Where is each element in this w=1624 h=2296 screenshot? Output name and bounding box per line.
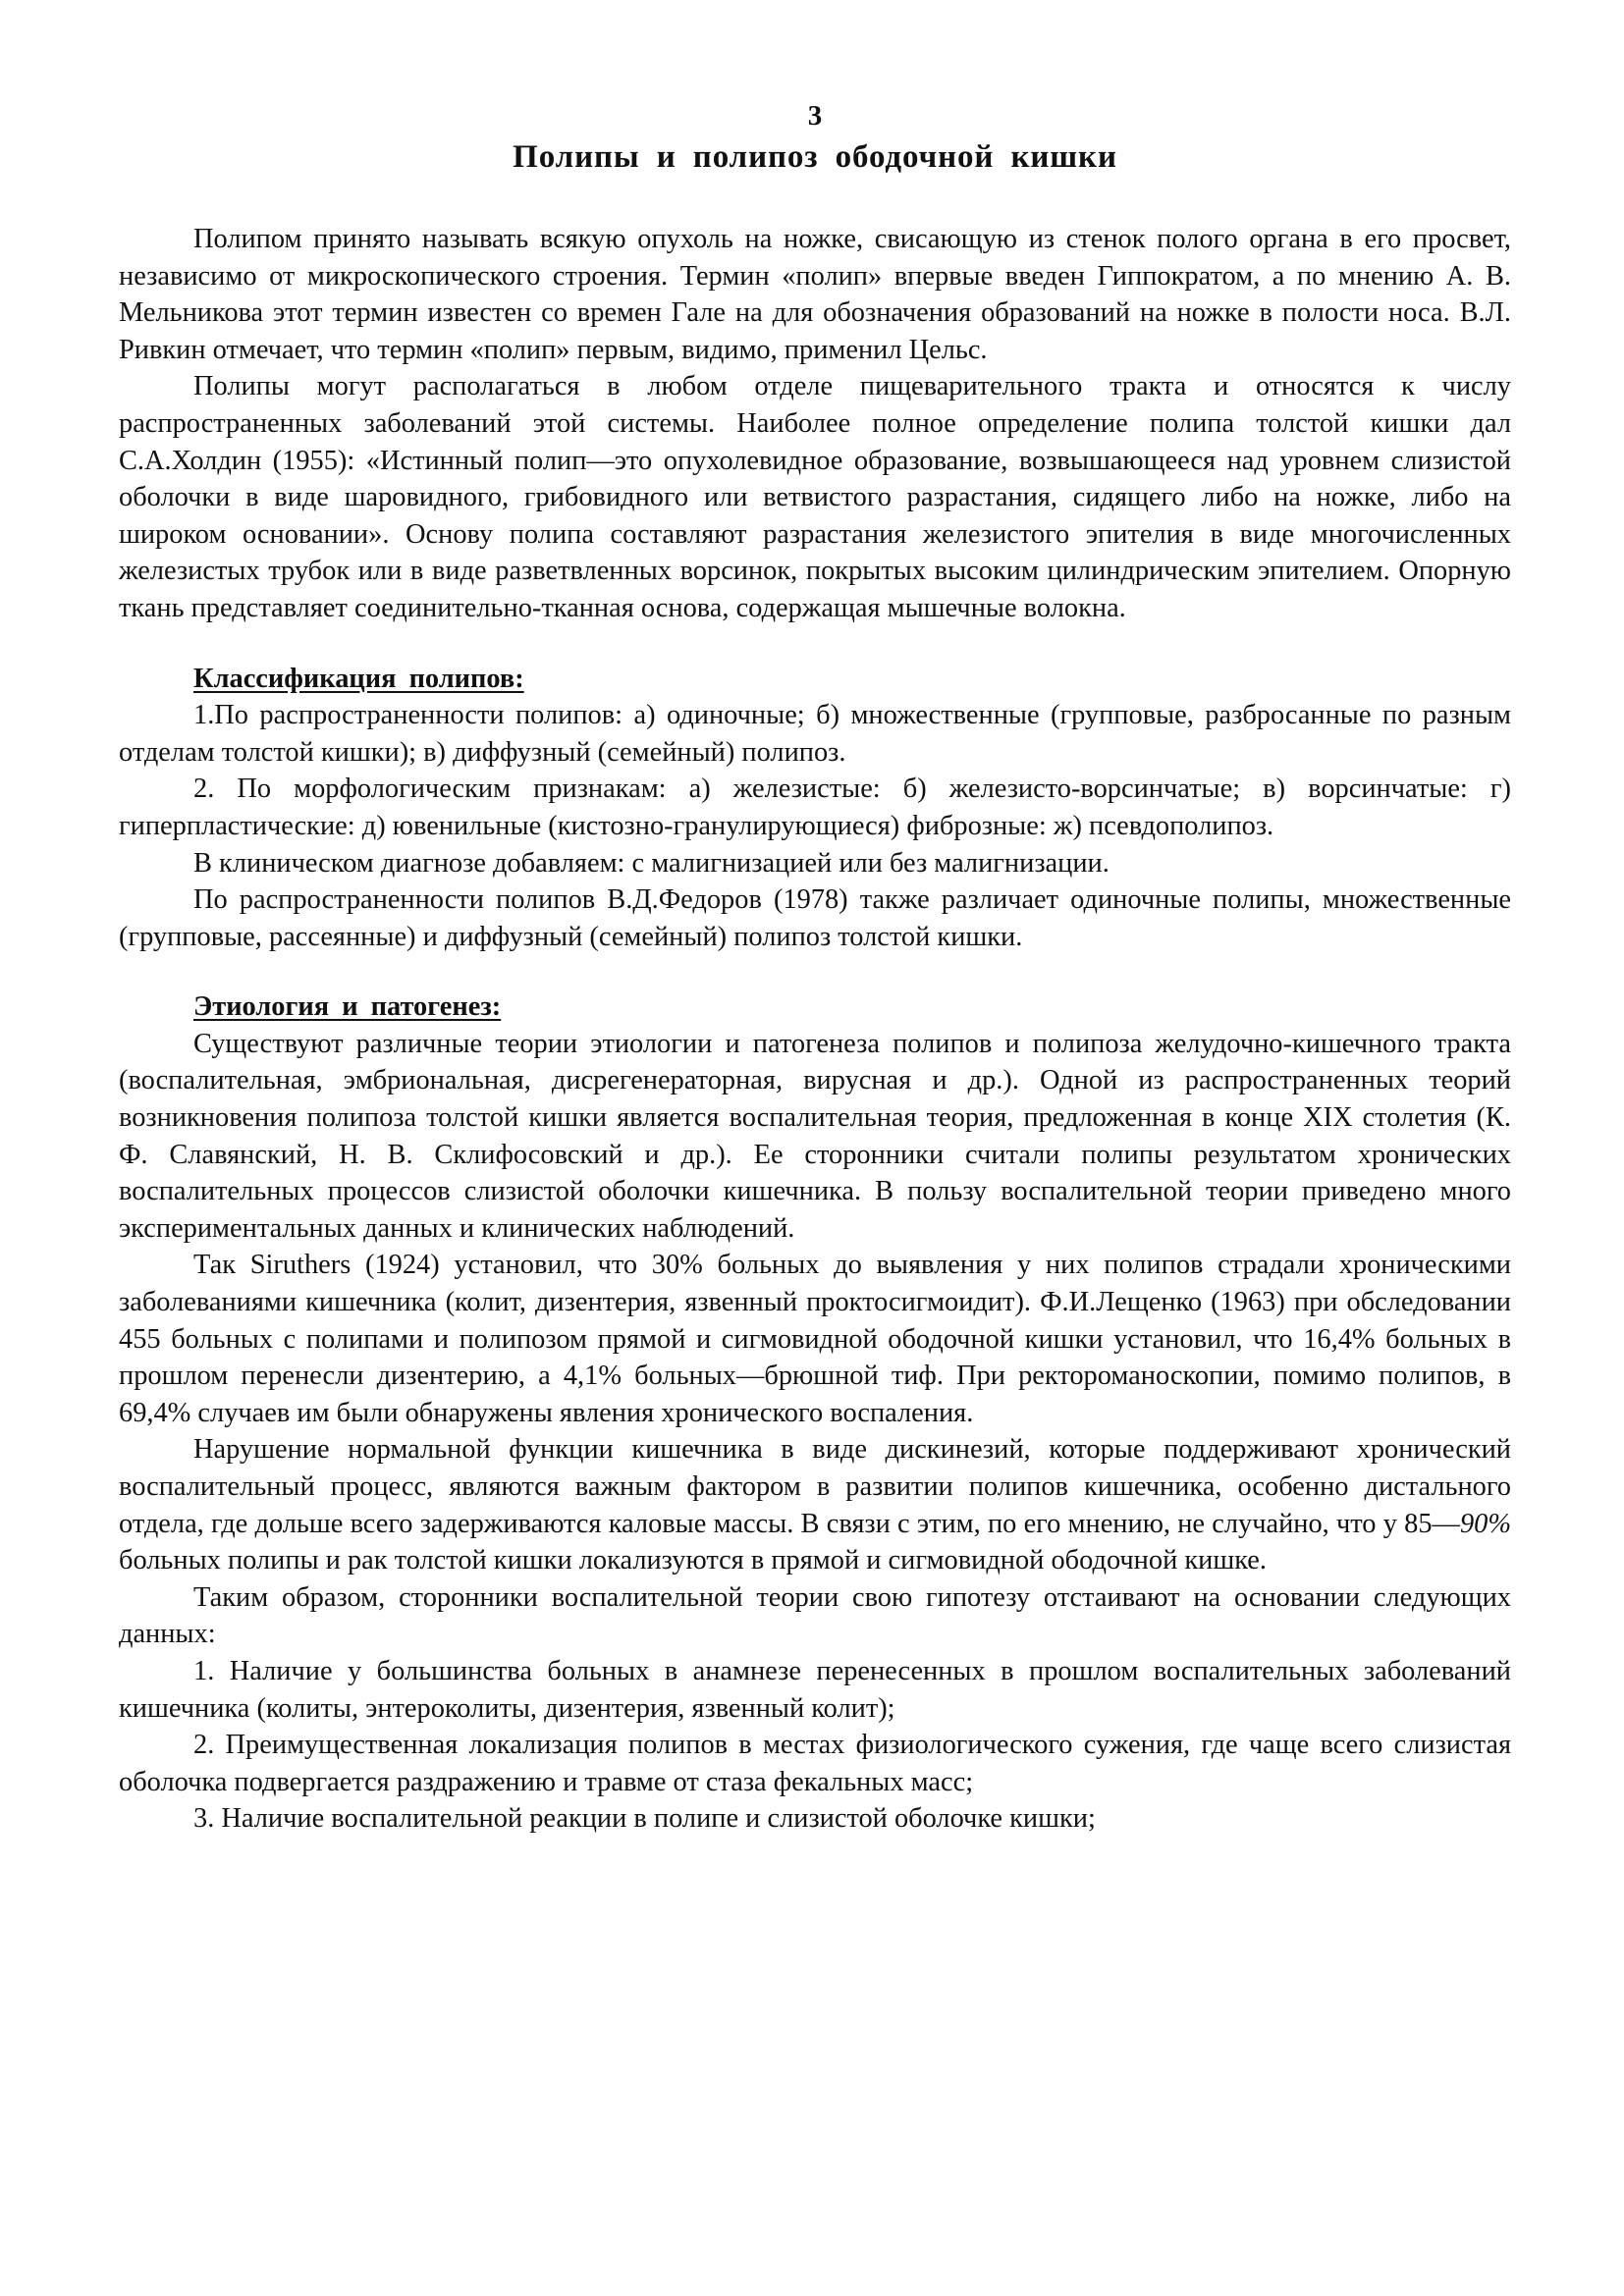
page-number: 3 xyxy=(807,100,823,132)
etiology-heading: Этиология и патогенез: xyxy=(193,991,502,1023)
page-title: Полипы и полипоз ободочной кишки xyxy=(513,139,1117,175)
classification-item-2: 2. По морфологическим признакам: а) железистые: б) железисто-ворсинчатые; в) ворсинчатые: г) гиперпластические: д) ювенильные (кистозно-гранулирующиеся) фиброзные: ж) псевдополипоз. xyxy=(119,774,1511,841)
etiology-paragraph-3-end: больных полипы и рак толстой кишки локализуются в прямой и сигмовидной ободочной кишке. xyxy=(119,1545,1267,1576)
intro-paragraph-2: Полипы могут располагаться в любом отделе пищеварительного тракта и относятся к числу распространенных заболеваний этой системы. Наиболее полное определение полипа толстой кишки дал С.А.Холдин (1955): «Истинный полип—это опухолевидное образование, возвышающееся над уровнем слизистой оболочки в виде шаровидного, грибовидного или ветвистого разрастания, сидящего либо на ножке, либо на широком основании». Основу полипа составляют разрастания железистого эпителия в виде многочисленных железистых трубок или в виде разветвленных ворсинок, покрытых высоким цилиндрическим эпителием. Опорную ткань представляет соединительно-тканная основа, содержащая мышечные волокна. xyxy=(119,371,1511,623)
etiology-paragraph-4: Таким образом, сторонники воспалительной теории свою гипотезу отстаивают на основании следующих данных: xyxy=(119,1581,1511,1650)
document-page xyxy=(119,96,1511,1838)
etiology-paragraph-3 xyxy=(119,1431,1511,1578)
etiology-paragraph-3-start: Нарушение нормальной функции кишечника в виде дискинезий, которые поддерживают хронический воспалительный процесс, являются важным фактором в развитии полипов кишечника, особенно дистального отдела, где дольше всего задерживаются каловые массы. В связи с этим, по его мнению, не случайно, что у 85— xyxy=(119,1434,1511,1539)
etiology-paragraph-2: Так Siruthers (1924) установил, что 30% больных до выявления у них полипов страдали хроническими заболеваниями кишечника (колит, дизентерия, язвенный проктосигмоидит). Ф.И.Лещенко (1963) при обследовании 455 больных с полипами и полипозом прямой и сигмовидной ободочной кишки установил, что 16,4% больных в прошлом перенесли дизентерию, а 4,1% больных—брюшной тиф. При ректороманоскопии, помимо полипов, в 69,4% случаев им были обнаружены явления хронического воспаления. xyxy=(119,1250,1511,1428)
classification-clinical-note: В клиническом диагнозе добавляем: с малигнизацией или без малигнизации. xyxy=(193,847,1110,879)
etiology-list-item-1: 1. Наличие у большинства больных в анамнезе перенесенных в прошлом воспалительных заболеваний кишечника (колиты, энтероколиты, дизентерия, язвенный колит); xyxy=(119,1655,1511,1724)
intro-paragraph-1: Полипом принято называть всякую опухоль на ножке, свисающую из стенок полого органа в его просвет, независимо от микроскопического строения. Термин «полип» впервые введен Гиппократом, а по мнению А. В. Мельникова этот термин известен со времен Гале на для обозначения образований на ножке в полости носа. В.Л. Ривкин отмечает, что термин «полип» первым, видимо, применил Цельс. xyxy=(119,224,1511,365)
etiology-paragraph-3-italic-percent: 90% xyxy=(1459,1508,1511,1539)
etiology-list-item-2: 2. Преимущественная локализация полипов в местах физиологического сужения, где чаще всего слизистая оболочка подвергается раздражению и травме от стаза фекальных масс; xyxy=(119,1730,1511,1797)
classification-item-1: 1.По распространенности полипов: а) одиночные; б) множественные (групповые, разбросанные по разным отделам толстой кишки); в) диффузный (семейный) полипоз. xyxy=(119,700,1511,768)
etiology-paragraph-1: Существуют различные теории этиологии и патогенеза полипов и полипоза желудочно-кишечного тракта (воспалительная, эмбриональная, дисрегенераторная, вирусная и др.). Одной из распространенных теорий возникновения полипоза толстой кишки является воспалительная теория, предложенная в конце XIX столетия (К. Ф. Славянский, Н. В. Склифосовский и др.). Ее сторонники считали полипы результатом хронических воспалительных процессов слизистой оболочки кишечника. В пользу воспалительной теории приведено много экспериментальных данных и клинических наблюдений. xyxy=(119,1028,1511,1244)
classification-fedorov-note: По распространенности полипов В.Д.Федоров (1978) также различает одиночные полипы, множественные (групповые, рассеянные) и диффузный (семейный) полипоз толстой кишки. xyxy=(119,884,1511,952)
classification-heading: Классификация полипов: xyxy=(193,663,524,694)
etiology-list-item-3: 3. Наличие воспалительной реакции в полипе и слизистой оболочке кишки; xyxy=(193,1803,1096,1835)
